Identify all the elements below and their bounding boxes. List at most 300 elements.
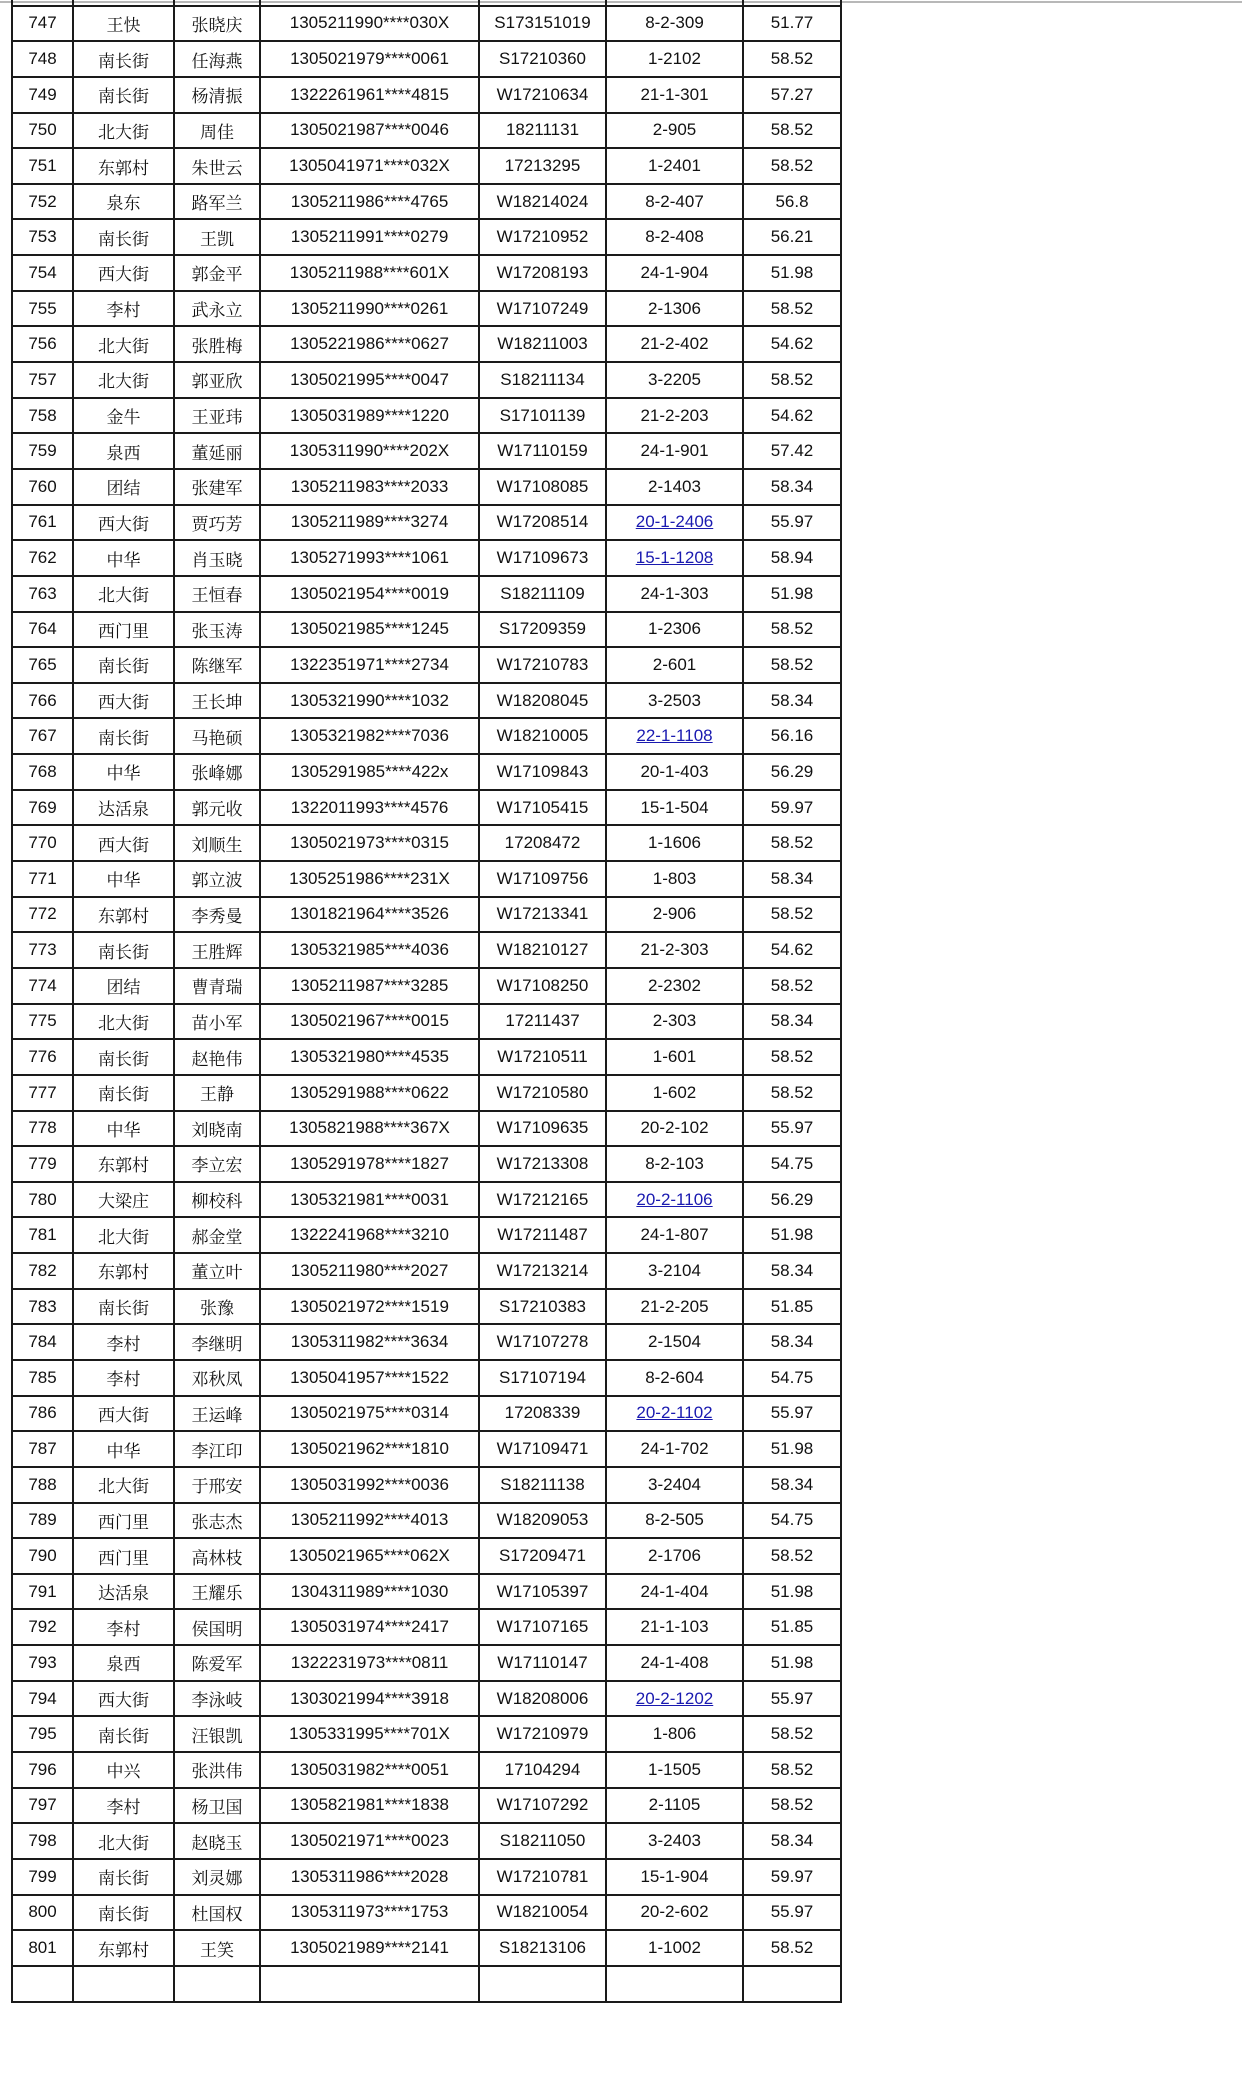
cell-id: 1305211991****0279 [260, 219, 479, 255]
cell-name: 任海燕 [174, 41, 260, 77]
cell-area: 东郭村 [73, 897, 174, 933]
cell-code: W17110147 [479, 1645, 606, 1681]
cell-code: 17208339 [479, 1396, 606, 1432]
cell-code: W17208514 [479, 505, 606, 541]
cell-code: W17110159 [479, 433, 606, 469]
cell-partial [12, 1966, 73, 2002]
cell-name: 董立叶 [174, 1253, 260, 1289]
cell-area: 北大街 [73, 1823, 174, 1859]
cell-code: W17210580 [479, 1075, 606, 1111]
table-row [12, 255, 841, 291]
cell-code: S17101139 [479, 398, 606, 434]
cell-size: 51.98 [743, 1645, 841, 1681]
cell-index: 756 [12, 326, 73, 362]
cell-room: 1-2102 [606, 41, 743, 77]
cell-id: 1305211992****4013 [260, 1503, 479, 1539]
cell-code: W17211487 [479, 1217, 606, 1253]
table-row [12, 469, 841, 505]
cell-size: 54.62 [743, 398, 841, 434]
cell-room: 2-905 [606, 113, 743, 149]
cell-name: 朱世云 [174, 148, 260, 184]
cell-room: 8-2-408 [606, 219, 743, 255]
cell-area: 东郭村 [73, 148, 174, 184]
cell-area: 中华 [73, 1431, 174, 1467]
cell-index: 794 [12, 1681, 73, 1717]
table-row [12, 362, 841, 398]
cell-area: 北大街 [73, 1217, 174, 1253]
table-row [12, 113, 841, 149]
table-row [12, 1752, 841, 1788]
cell-size: 58.52 [743, 113, 841, 149]
cell-room: 8-2-103 [606, 1146, 743, 1182]
cell-size: 58.34 [743, 1253, 841, 1289]
table-row [12, 1645, 841, 1681]
cell-room: 24-1-408 [606, 1645, 743, 1681]
cell-size: 51.98 [743, 1574, 841, 1610]
cell-area: 中华 [73, 1111, 174, 1147]
table-row [12, 1503, 841, 1539]
cell-index: 788 [12, 1467, 73, 1503]
room-link[interactable]: 22-1-1108 [636, 726, 713, 746]
cell-area: 中华 [73, 540, 174, 576]
cell-size: 59.97 [743, 1859, 841, 1895]
cell-area: 南长街 [73, 219, 174, 255]
table-row [12, 612, 841, 648]
cell-code: 17211437 [479, 1004, 606, 1040]
cell-id: 1303021994****3918 [260, 1681, 479, 1717]
cell-size: 58.52 [743, 1752, 841, 1788]
cell-code: W17107249 [479, 291, 606, 327]
cell-area: 西大街 [73, 505, 174, 541]
cell-size: 58.34 [743, 861, 841, 897]
cell-name: 张洪伟 [174, 1752, 260, 1788]
cell-size: 51.85 [743, 1289, 841, 1325]
cell-index: 760 [12, 469, 73, 505]
cell-name: 郭金平 [174, 255, 260, 291]
cell-room: 2-1105 [606, 1788, 743, 1824]
cell-name: 郭元收 [174, 790, 260, 826]
cell-room: 24-1-807 [606, 1217, 743, 1253]
cell-index: 782 [12, 1253, 73, 1289]
cell-size: 54.75 [743, 1503, 841, 1539]
cell-id: 1305021971****0023 [260, 1823, 479, 1859]
cell-room: 1-2401 [606, 148, 743, 184]
cell-name: 邓秋凤 [174, 1360, 260, 1396]
table-row [12, 1253, 841, 1289]
cell-id: 1305311973****1753 [260, 1895, 479, 1931]
cell-area: 李村 [73, 1324, 174, 1360]
cell-size: 58.52 [743, 897, 841, 933]
table-row [12, 1289, 841, 1325]
cell-code: W17210979 [479, 1716, 606, 1752]
cell-id: 1322231973****0811 [260, 1645, 479, 1681]
cell-room: 1-601 [606, 1039, 743, 1075]
cell-area: 金牛 [73, 398, 174, 434]
cell-code: W17210781 [479, 1859, 606, 1895]
cell-id: 1305211990****0261 [260, 291, 479, 327]
cell-index: 763 [12, 576, 73, 612]
cell-id: 1322241968****3210 [260, 1217, 479, 1253]
table-row [12, 505, 841, 541]
cell-index: 787 [12, 1431, 73, 1467]
cell-code: W17109673 [479, 540, 606, 576]
table-container [11, 0, 842, 2003]
cell-id: 1305031974****2417 [260, 1609, 479, 1645]
cell-name: 赵晓玉 [174, 1823, 260, 1859]
cell-room: 24-1-901 [606, 433, 743, 469]
cell-index: 774 [12, 968, 73, 1004]
cell-room: 21-1-103 [606, 1609, 743, 1645]
table-row [12, 77, 841, 113]
room-link[interactable]: 20-2-1106 [636, 1189, 713, 1209]
cell-size: 58.34 [743, 683, 841, 719]
cell-room: 24-1-303 [606, 576, 743, 612]
cell-room: 8-2-407 [606, 184, 743, 220]
cell-name: 张胜梅 [174, 326, 260, 362]
room-link[interactable]: 15-1-1208 [635, 548, 714, 568]
cell-size: 58.34 [743, 1467, 841, 1503]
cell-index: 754 [12, 255, 73, 291]
cell-room: 15-1-904 [606, 1859, 743, 1895]
cell-size: 55.97 [743, 1111, 841, 1147]
cell-name: 路军兰 [174, 184, 260, 220]
cell-index: 798 [12, 1823, 73, 1859]
cell-id: 1305031992****0036 [260, 1467, 479, 1503]
table-row [12, 1396, 841, 1432]
cell-index: 792 [12, 1609, 73, 1645]
cell-id: 1304311989****1030 [260, 1574, 479, 1610]
cell-code: S17209359 [479, 612, 606, 648]
cell-index: 776 [12, 1039, 73, 1075]
cell-code: 17213295 [479, 148, 606, 184]
table-body [12, 0, 841, 2002]
cell-index: 758 [12, 398, 73, 434]
cell-index: 771 [12, 861, 73, 897]
table-row [12, 1574, 841, 1610]
cell-room: 2-1504 [606, 1324, 743, 1360]
cell-id: 1305291985****422x [260, 754, 479, 790]
cell-partial [606, 1966, 743, 2002]
cell-id: 1305291978****1827 [260, 1146, 479, 1182]
cell-area: 南长街 [73, 1895, 174, 1931]
cell-area: 李村 [73, 1788, 174, 1824]
cell-area: 泉东 [73, 184, 174, 220]
cell-size: 58.52 [743, 148, 841, 184]
cell-code: S17107194 [479, 1360, 606, 1396]
table-row [12, 1004, 841, 1040]
cell-code: W17210634 [479, 77, 606, 113]
residents-table [11, 0, 842, 2003]
cell-index: 791 [12, 1574, 73, 1610]
cell-id: 1305021967****0015 [260, 1004, 479, 1040]
cell-size: 57.27 [743, 77, 841, 113]
cell-id: 1322261961****4815 [260, 77, 479, 113]
cell-index: 770 [12, 825, 73, 861]
cell-id: 1305021985****1245 [260, 612, 479, 648]
cell-name: 王胜辉 [174, 932, 260, 968]
cell-id: 1301821964****3526 [260, 897, 479, 933]
cell-area: 李村 [73, 1360, 174, 1396]
cell-size: 55.97 [743, 1895, 841, 1931]
cell-size: 51.98 [743, 255, 841, 291]
cell-area: 李村 [73, 1609, 174, 1645]
cell-id: 1305321985****4036 [260, 932, 479, 968]
room-link[interactable]: 20-1-2406 [635, 512, 714, 532]
cell-name: 张建军 [174, 469, 260, 505]
cell-id: 1305211983****2033 [260, 469, 479, 505]
cell-index: 800 [12, 1895, 73, 1931]
cell-room [606, 718, 743, 754]
cell-room: 21-2-205 [606, 1289, 743, 1325]
cell-id: 1305821988****367X [260, 1111, 479, 1147]
cell-code: W18209053 [479, 1503, 606, 1539]
cell-room: 2-601 [606, 647, 743, 683]
cell-code: W17105397 [479, 1574, 606, 1610]
cell-name: 王笑 [174, 1930, 260, 1966]
cell-area: 中华 [73, 754, 174, 790]
cell-room: 24-1-702 [606, 1431, 743, 1467]
cell-id: 1305021962****1810 [260, 1431, 479, 1467]
table-row-partial-bottom [12, 1966, 841, 2002]
cell-area: 西门里 [73, 1503, 174, 1539]
cell-room: 20-1-403 [606, 754, 743, 790]
table-row [12, 683, 841, 719]
cell-room: 2-2302 [606, 968, 743, 1004]
cell-room: 3-2404 [606, 1467, 743, 1503]
cell-name: 杨卫国 [174, 1788, 260, 1824]
table-row [12, 1716, 841, 1752]
cell-size: 55.97 [743, 1396, 841, 1432]
cell-name: 郭立波 [174, 861, 260, 897]
table-row [12, 398, 841, 434]
table-row [12, 897, 841, 933]
cell-name: 刘晓南 [174, 1111, 260, 1147]
cell-id: 1305031989****1220 [260, 398, 479, 434]
cell-room [606, 540, 743, 576]
cell-name: 侯国明 [174, 1609, 260, 1645]
cell-area: 南长街 [73, 1289, 174, 1325]
cell-code: 17104294 [479, 1752, 606, 1788]
cell-partial [260, 1966, 479, 2002]
cell-room: 2-906 [606, 897, 743, 933]
cell-code: W18210005 [479, 718, 606, 754]
cell-area: 西大街 [73, 1396, 174, 1432]
cell-size: 56.21 [743, 219, 841, 255]
cell-area: 西门里 [73, 1538, 174, 1574]
cell-room [606, 1681, 743, 1717]
cell-name: 武永立 [174, 291, 260, 327]
cell-area: 东郭村 [73, 1146, 174, 1182]
cell-area: 王快 [73, 6, 174, 42]
cell-code: S17210383 [479, 1289, 606, 1325]
cell-area: 南长街 [73, 41, 174, 77]
cell-id: 1305041957****1522 [260, 1360, 479, 1396]
cell-size: 58.52 [743, 1538, 841, 1574]
cell-id: 1305211987****3285 [260, 968, 479, 1004]
cell-name: 张志杰 [174, 1503, 260, 1539]
cell-size: 58.52 [743, 1039, 841, 1075]
cell-size: 58.52 [743, 1930, 841, 1966]
cell-code: W18210054 [479, 1895, 606, 1931]
cell-code: W17109756 [479, 861, 606, 897]
cell-code: S17209471 [479, 1538, 606, 1574]
cell-id: 1305321981****0031 [260, 1182, 479, 1218]
cell-code: W17213308 [479, 1146, 606, 1182]
cell-index: 797 [12, 1788, 73, 1824]
cell-code: S18211138 [479, 1467, 606, 1503]
cell-area: 南长街 [73, 718, 174, 754]
cell-size: 59.97 [743, 790, 841, 826]
cell-id: 1305311986****2028 [260, 1859, 479, 1895]
cell-size: 51.77 [743, 6, 841, 42]
cell-name: 周佳 [174, 113, 260, 149]
cell-id: 1305821981****1838 [260, 1788, 479, 1824]
table-row [12, 861, 841, 897]
cell-name: 王凯 [174, 219, 260, 255]
cell-size: 58.34 [743, 1324, 841, 1360]
cell-index: 772 [12, 897, 73, 933]
cell-code: 18211131 [479, 113, 606, 149]
cell-room: 8-2-604 [606, 1360, 743, 1396]
cell-size: 58.34 [743, 1823, 841, 1859]
cell-id: 1305021989****2141 [260, 1930, 479, 1966]
cell-code: W17107165 [479, 1609, 606, 1645]
cell-size: 54.75 [743, 1146, 841, 1182]
cell-area: 南长街 [73, 932, 174, 968]
cell-area: 南长街 [73, 1039, 174, 1075]
cell-size: 56.29 [743, 1182, 841, 1218]
cell-size: 54.75 [743, 1360, 841, 1396]
cell-code: W17210783 [479, 647, 606, 683]
cell-id: 1305021965****062X [260, 1538, 479, 1574]
cell-code: S173151019 [479, 6, 606, 42]
cell-area: 北大街 [73, 113, 174, 149]
cell-code: W18208045 [479, 683, 606, 719]
table-row [12, 1895, 841, 1931]
cell-name: 张峰娜 [174, 754, 260, 790]
cell-size: 58.94 [743, 540, 841, 576]
cell-code: W17109471 [479, 1431, 606, 1467]
cell-room: 1-1002 [606, 1930, 743, 1966]
cell-name: 郭亚欣 [174, 362, 260, 398]
cell-code: W17213341 [479, 897, 606, 933]
cell-room [606, 1182, 743, 1218]
room-link[interactable]: 20-2-1202 [635, 1688, 714, 1708]
cell-code: W17210511 [479, 1039, 606, 1075]
cell-id: 1305021987****0046 [260, 113, 479, 149]
cell-area: 中兴 [73, 1752, 174, 1788]
table-row [12, 1823, 841, 1859]
cell-area: 西大街 [73, 1681, 174, 1717]
table-row [12, 790, 841, 826]
cell-area: 西大街 [73, 683, 174, 719]
cell-area: 达活泉 [73, 790, 174, 826]
cell-name: 于邢安 [174, 1467, 260, 1503]
cell-name: 赵艳伟 [174, 1039, 260, 1075]
cell-index: 781 [12, 1217, 73, 1253]
cell-size: 58.52 [743, 362, 841, 398]
cell-room: 1-602 [606, 1075, 743, 1111]
table-row [12, 1538, 841, 1574]
cell-name: 董延丽 [174, 433, 260, 469]
cell-id: 1305331995****701X [260, 1716, 479, 1752]
cell-name: 王静 [174, 1075, 260, 1111]
cell-index: 767 [12, 718, 73, 754]
cell-room: 2-1706 [606, 1538, 743, 1574]
cell-room: 1-2306 [606, 612, 743, 648]
cell-code: S18211134 [479, 362, 606, 398]
table-row [12, 968, 841, 1004]
cell-name: 李秀曼 [174, 897, 260, 933]
cell-code: W17108085 [479, 469, 606, 505]
cell-room: 21-2-402 [606, 326, 743, 362]
cell-area: 西大街 [73, 255, 174, 291]
cell-index: 790 [12, 1538, 73, 1574]
cell-index: 751 [12, 148, 73, 184]
table-row [12, 754, 841, 790]
cell-size: 58.52 [743, 1716, 841, 1752]
cell-index: 759 [12, 433, 73, 469]
table-row [12, 825, 841, 861]
cell-index: 795 [12, 1716, 73, 1752]
cell-size: 58.52 [743, 1788, 841, 1824]
cell-index: 783 [12, 1289, 73, 1325]
cell-size: 58.34 [743, 469, 841, 505]
cell-index: 775 [12, 1004, 73, 1040]
table-row [12, 219, 841, 255]
cell-code: W17109843 [479, 754, 606, 790]
table-row [12, 41, 841, 77]
cell-index: 778 [12, 1111, 73, 1147]
cell-size: 51.98 [743, 576, 841, 612]
cell-room: 3-2104 [606, 1253, 743, 1289]
cell-index: 793 [12, 1645, 73, 1681]
cell-name: 杜国权 [174, 1895, 260, 1931]
cell-size: 51.98 [743, 1217, 841, 1253]
cell-index: 757 [12, 362, 73, 398]
cell-partial [743, 1966, 841, 2002]
cell-index: 801 [12, 1930, 73, 1966]
cell-index: 799 [12, 1859, 73, 1895]
table-row [12, 576, 841, 612]
cell-name: 刘顺生 [174, 825, 260, 861]
cell-name: 李立宏 [174, 1146, 260, 1182]
cell-name: 肖玉晓 [174, 540, 260, 576]
cell-room: 21-2-303 [606, 932, 743, 968]
cell-code: S18211050 [479, 1823, 606, 1859]
table-row [12, 291, 841, 327]
cell-index: 786 [12, 1396, 73, 1432]
cell-name: 汪银凯 [174, 1716, 260, 1752]
cell-size: 58.52 [743, 825, 841, 861]
cell-code: W17108250 [479, 968, 606, 1004]
cell-area: 北大街 [73, 1004, 174, 1040]
cell-room: 3-2205 [606, 362, 743, 398]
table-row [12, 1075, 841, 1111]
cell-size: 51.98 [743, 1431, 841, 1467]
cell-area: 达活泉 [73, 1574, 174, 1610]
cell-area: 北大街 [73, 326, 174, 362]
cell-room: 15-1-504 [606, 790, 743, 826]
cell-id: 1305321990****1032 [260, 683, 479, 719]
cell-id: 1305211990****030X [260, 6, 479, 42]
cell-area: 东郭村 [73, 1930, 174, 1966]
cell-id: 1305251986****231X [260, 861, 479, 897]
cell-room: 8-2-505 [606, 1503, 743, 1539]
room-link[interactable]: 20-2-1102 [636, 1403, 713, 1423]
cell-code: W17212165 [479, 1182, 606, 1218]
cell-room: 2-1403 [606, 469, 743, 505]
